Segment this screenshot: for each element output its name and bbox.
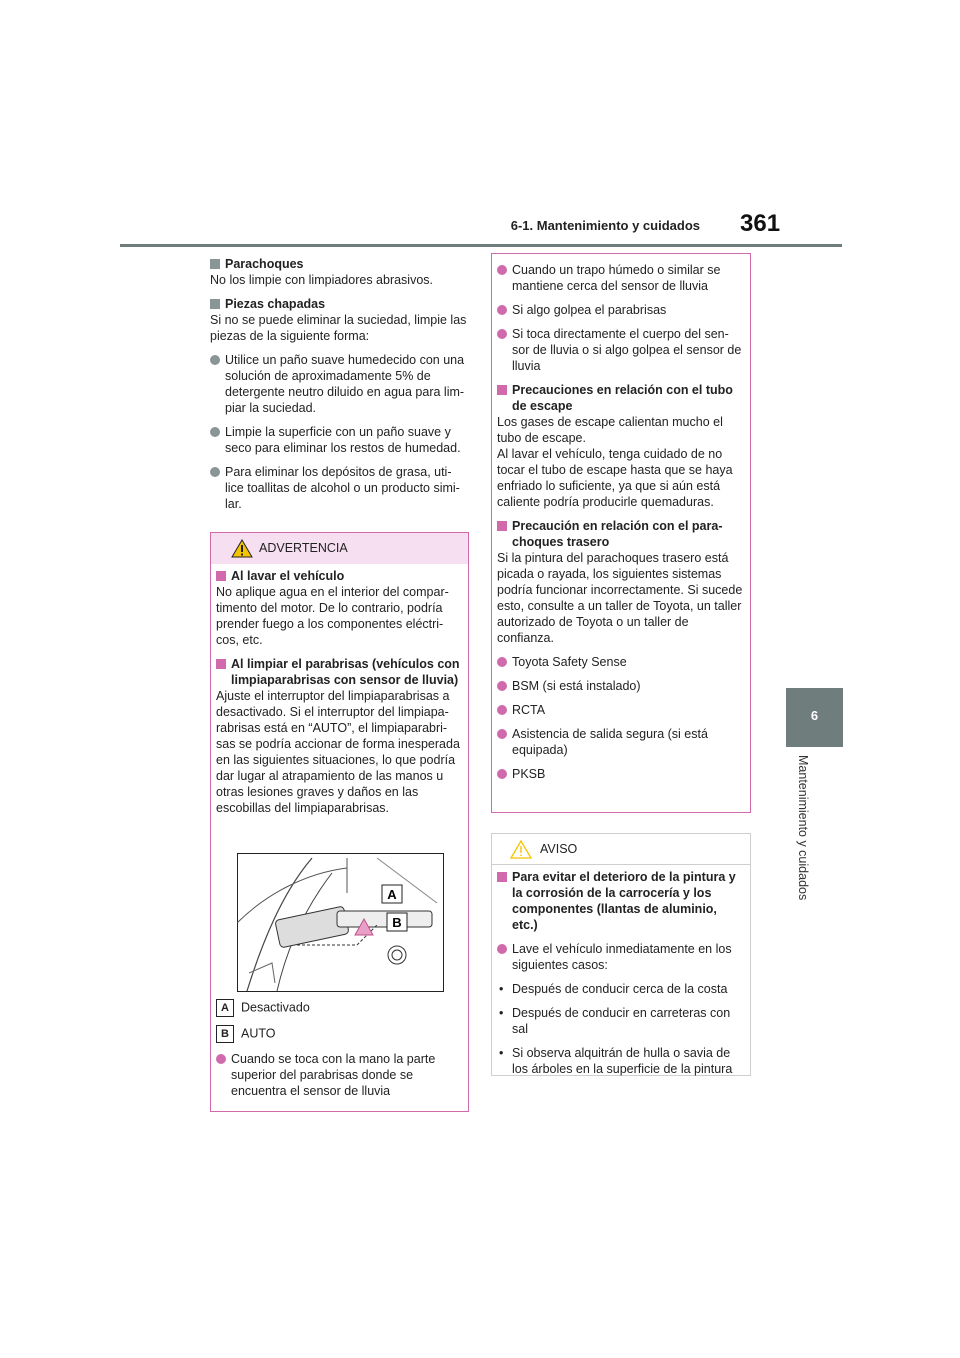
chapter-label: Mantenimiento y cuidados — [796, 755, 810, 901]
bullet-item: Si algo golpea el parabrisas — [497, 302, 743, 318]
bullet-item: Limpie la superficie con un paño suave y seco para eliminar los restos de humedad. — [210, 424, 470, 456]
list-item: PKSB — [497, 766, 743, 782]
figure-callout-a: A — [387, 887, 397, 902]
heading-al-lavar: Al lavar el vehículo — [216, 568, 462, 584]
chapter-number: 6 — [810, 708, 819, 723]
aviso-header — [492, 834, 750, 865]
bullet-item: Cuando un trapo húmedo o similar se mantiene cerca del sensor de lluvia — [497, 262, 743, 294]
wiper-switch-figure — [237, 853, 444, 992]
heading-piezas-chapadas: Piezas chapadas — [210, 296, 470, 312]
paragraph: Los gases de escape calientan mucho el tubo de escape. — [497, 415, 723, 445]
warning-title: ADVERTENCIA — [259, 541, 348, 555]
bullet-item: Utilice un paño suave humedecido con una solución de aproximadamente 5% de detergente neutro diluido en agua para lim-piar la suciedad. — [210, 352, 470, 416]
paragraph: No los limpie con limpiadores abrasivos. — [210, 273, 434, 287]
bullet-item: Lave el vehículo inmediatamente en los siguientes casos: — [497, 941, 743, 973]
paragraph: Ajuste el interruptor del limpiaparabrisas a desactivado. Si el interruptor del limpiapa-rabrisas está en “AUTO”, el limpiaparabri-sas se podría accionar de forma inesperada en las siguientes situaciones, lo que podría dar lugar al atrapamiento de las manos u otras lesiones graves y daños en las escobillas del limpiaparabrisas. — [216, 689, 460, 815]
list-item: BSM (si está instalado) — [497, 678, 743, 694]
heading-tubo-escape: Precauciones en relación con el tubo de escape — [497, 382, 743, 414]
dash-item: • Si observa alquitrán de hulla o savia de los árboles en la superficie de la pintura — [497, 1045, 743, 1077]
dash-item: • Después de conducir cerca de la costa — [497, 981, 743, 997]
bullet-item: Para eliminar los depósitos de grasa, uti-lice toallitas de alcohol o un producto simi-lar. — [210, 464, 470, 512]
bullet-item: Cuando se toca con la mano la parte superior del parabrisas donde se encuentra el sensor de lluvia — [216, 1051, 462, 1099]
warning-header — [211, 533, 468, 564]
figure-callout-b: B — [392, 915, 402, 930]
paragraph: Si no se puede eliminar la suciedad, limpie las piezas de la siguiente forma: — [210, 313, 467, 343]
header-rule — [120, 244, 842, 247]
paragraph: Al lavar el vehículo, tenga cuidado de no tocar el tubo de escape hasta que se haya enfriado lo suficiente, ya que si aún está caliente podría producirle quemaduras. — [497, 447, 733, 509]
paragraph: No aplique agua en el interior del compar-timento del motor. De lo contrario, podría prender fuego a los componentes eléctri-cos, etc. — [216, 585, 449, 647]
warning-triangle-icon — [231, 539, 253, 558]
paragraph: Si la pintura del parachoques trasero está picada o rayada, los siguientes sistemas podría funcionar incorrectamente. Si sucede esto, consulte a un taller de Toyota, un taller autorizado de Toyota o un taller de confianza. — [497, 551, 743, 645]
aviso-title: AVISO — [540, 842, 578, 856]
warning-box — [210, 532, 469, 1112]
legend-item-b: B AUTO — [216, 1025, 462, 1043]
list-item: Asistencia de salida segura (si está equipada) — [497, 726, 743, 758]
heading-parachoques-trasero: Precaución en relación con el para-choques trasero — [497, 518, 743, 550]
warning-continuation-box — [491, 253, 751, 813]
left-column — [210, 256, 470, 512]
list-item: RCTA — [497, 702, 743, 718]
heading-deterioro-pintura: Para evitar el deterioro de la pintura y la corrosión de la carrocería y los componentes (llantas de aluminio, etc.) — [497, 869, 743, 933]
caution-triangle-icon — [510, 840, 532, 859]
heading-al-limpiar-parabrisas: Al limpiar el parabrisas (vehículos con limpiaparabrisas con sensor de lluvia) — [216, 656, 462, 688]
list-item: Toyota Safety Sense — [497, 654, 743, 670]
section-title: 6-1. Mantenimiento y cuidados — [510, 218, 700, 233]
page-number: 361 — [740, 210, 781, 237]
aviso-box — [491, 833, 751, 1076]
legend-item-a: A Desactivado — [216, 999, 462, 1017]
bullet-item: Si toca directamente el cuerpo del sen-sor de lluvia o si algo golpea el sensor de lluvia — [497, 326, 743, 374]
heading-parachoques: Parachoques — [210, 256, 470, 272]
dash-item: • Después de conducir en carreteras con sal — [497, 1005, 743, 1037]
